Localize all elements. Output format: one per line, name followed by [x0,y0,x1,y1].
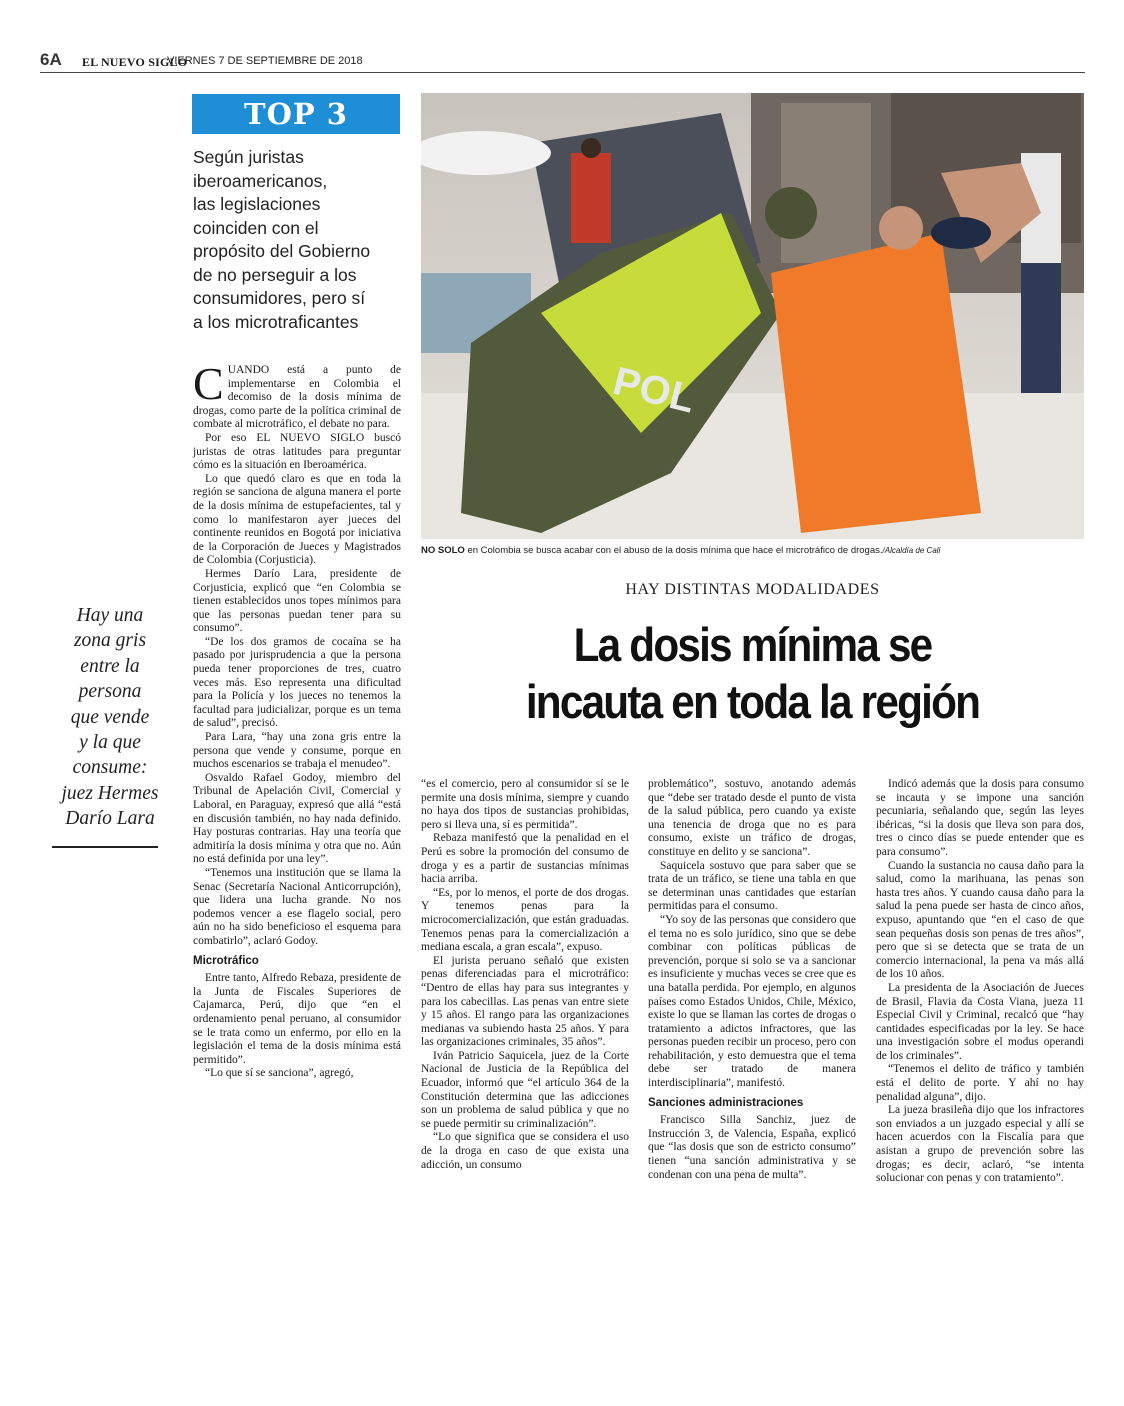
body-column-1 [193,358,401,1081]
body-column-4 [876,778,1084,1186]
caption-text: en Colombia se busca acabar con el abuso de la dosis mínima que hace el microtráfico de drogas. [464,545,883,556]
body-column-3 [648,778,856,1182]
body-paragraph: Hermes Darío Lara, presidente de Corjusticia, explicó que “en Colombia se tienen establecidos unos topes mínimos para que las personas puedan tener para su consumo”. [193,567,401,635]
body-paragraph: Saquicela sostuvo que para saber que se trata de un tráfico, se tiene una tabla en que se determinan unas cantidades que estarían permitidas para el consumo. [648,859,856,913]
body-paragraph: El jurista peruano señaló que existen penas diferenciadas para el microtráfico: “Dentro de ellas hay para sus integrantes y para los cabecillas. Las penas van entre siete y 15 años. El rango para las organizaciones medianas va subiendo hasta 25 años. Y para las organizaciones criminales, 35 años”. [421,954,629,1049]
body-paragraph: Cuando la sustancia no causa daño para la salud, como la marihuana, las penas son hasta tres años. Y cuando causa daño para la salud la pena puede ser hasta de cinco años, expuso, apuntando que “en el caso de que sean pequeñas dosis son penas de tres años”, pero que si se detecta que se trata de un comercio internacional, la pena va más allá de los 10 años. [876,859,1084,981]
body-paragraph: “Tenemos una institución que se llama la Senac (Secretaría Nacional Anticorrupción), que lidera una lucha grande. No nos podemos vencer a ese flagelo social, pero aún no ha sido beneficioso el esquema para combatirlo”, aclaró Godoy. [193,866,401,947]
body-paragraph: La jueza brasileña dijo que los infractores son enviados a un juzgado especial y allí se hacen acuerdos con la Fiscalía para que asistan a grupo de prevención sobre las drogas; es decir, aclaró, “se intenta solucionar con penas y con tratamiento”. [876,1104,1084,1185]
drop-cap: C [193,358,224,409]
body-paragraph: “Tenemos el delito de tráfico y también está el delito de porte. Y ahí no hay penalidad alguna”, dijo. [876,1063,1084,1103]
body-paragraph: “Lo que significa que se considera el uso de la droga en caso de que exista una adicción, un consumo [421,1131,629,1171]
body-paragraph: CUANDO está a punto de implementarse en Colombia el decomiso de la dosis mínima de drogas, como parte de la política criminal de combate al microtráfico, el debate no para. [193,358,401,431]
body-paragraph: Indicó además que la dosis para consumo se incauta y se impone una sanción pecuniaria, señalando que, según las leyes ibéricas, “si la dosis que lleva son para dos, tres o cinco días se puede entender que es para consumo”. [876,778,1084,858]
top3-summary: Según juristas iberoamericanos, las legislaciones coinciden con el propósito del Gobierno de no perseguir a los consumidores, pero sí a los microtraficantes [193,147,371,332]
publication-date: VIERNES 7 DE SEPTIEMBRE DE 2018 [167,55,363,67]
article-kicker: HAY DISTINTAS MODALIDADES [625,581,880,598]
body-paragraph: Rebaza manifestó que la penalidad en el Perú es sobre la promoción del consumo de droga y es a partir de sustancias mínimas hacia arriba. [421,832,629,886]
body-paragraph: Por eso EL NUEVO SIGLO buscó juristas de otras latitudes para preguntar cómo es la situación en Iberoamérica. [193,431,401,472]
body-paragraph: Iván Patricio Saquicela, juez de la Corte Nacional de Justicia de la República del Ecuador, informó que “el artículo 364 de la Constitución determina que las adicciones son un problema de salud pública y que no se puede permitir su criminalización”. [421,1049,629,1130]
subhead: Sanciones administraciones [648,1096,804,1109]
publication-name: EL NUEVO SIGLO [82,55,188,69]
pull-quote: Hay una zona gris entre la persona que vende y la que consume: juez Hermes Darío Lara [61,605,159,830]
body-paragraph: Lo que quedó claro es que en toda la región se sanciona de alguna manera el porte de la dosis mínima de estupefacientes, tal y como lo manifestaron ayer jueces del continente reunidos en Bogotá por iniciativa de la Corporación de Jueces y Magistrados de Colombia (Corjusticia). [193,472,401,567]
vest-text: POL [608,359,700,422]
pull-quote-rule [52,846,158,848]
body-paragraph: “Lo que sí se sanciona”, agregó, [205,1067,354,1080]
body-paragraph: “Es, por lo menos, el porte de dos drogas. Y tenemos penas para la microcomercialización, que están graduadas. Tenemos penas para la comercialización a mediana escala, a gran escala”, expuso. [421,886,629,954]
photo-credit: /Alcaldía de Cali [882,546,941,555]
headline-line-2: incauta en toda la región [525,675,980,728]
subhead: Microtráfico [193,954,259,967]
body-paragraph: “De los dos gramos de cocaína se ha pasado por jurisprudencia a que la persona pueda tener proporciones de tres, cuatro veces más. Eso representa una dificultad para la Policía y los jueces no tenemos la facultad para judicializar, porque es un tema de salud”, precisó. [193,635,401,730]
body-paragraph: La presidenta de la Asociación de Jueces de Brasil, Flavia da Costa Viana, jueza 11 Especial Civil y Criminal, recalcó que “hay cantidades especificadas por la ley. Se hace una investigación sobre el modus operandi de los criminales”. [876,981,1084,1062]
body-paragraph: Para Lara, “hay una zona gris entre la persona que vende y consume, porque en muchos escenarios se trabaja el menudeo”. [193,731,401,771]
body-paragraph: Francisco Silla Sanchiz, juez de Instrucción 3, de Valencia, España, explicó que “las dosis que son de estricto consumo” tienen “una sanción administrativa y se condenan con una pena de multa”. [648,1114,856,1181]
body-paragraph: problemático”, sostuvo, anotando además que “debe ser tratado desde el punto de vista de la salud pública, pero cuando ya existe una tenencia de droga que no es para consumo, existe un tráfico de drogas, constituye en delito y se sanciona”. [648,778,856,858]
body-paragraph: Entre tanto, Alfredo Rebaza, presidente de la Junta de Fiscales Superiores de Cajamarca, Perú, dijo que “en el ordenamiento penal peruano, al consumidor se le trata como un enfermo, por ello en la legislación el tema de la dosis mínima está permitido”. [193,972,401,1066]
top3-badge: TOP 3 [192,94,400,134]
body-paragraph: Osvaldo Rafael Godoy, miembro del Tribunal de Apelación Civil, Comercial y Laboral, en Paraguay, expresó que allá “está en discusión también, no hay nada definido. Hay posturas contrarias. Hay una teoría que admitiría la dosis mínima y otra que no. Aún no está definida por una ley”. [193,771,401,866]
news-photo [421,93,1084,539]
body-paragraph: “Yo soy de las personas que considero que el tema no es solo jurídico, sino que se debe combinar con políticas públicas de prevención, porque si solo se va a sancionar es insuficiente y muchas veces se cree que es una batalla perdida. Por ejemplo, en algunos países como Estados Unidos, Chile, México, existe lo que se llaman las cortes de drogas o tratamiento a adictos infractores, que las personas pueden recibir un proceso, pero con rehabilitación, y esto demuestra que el tema debe ser tratado de manera interdisciplinaria”, manifestó. [648,913,856,1090]
headline-line-1: La dosis mínima se [573,618,932,671]
body-paragraph: “es el comercio, pero al consumidor sí se le permite una dosis mínima, siempre y cuando no haya dos tipos de sustancias prohibidas, pero si lleva una, sí es permitida”. [421,778,629,831]
page-header [40,50,1085,73]
article-headline [454,616,1051,730]
police-photo-illustration [421,93,1084,539]
page-number: 6A [40,50,62,69]
photo-caption [421,545,1084,556]
body-column-2 [421,778,629,1172]
caption-lead: NO SOLO [421,545,465,556]
